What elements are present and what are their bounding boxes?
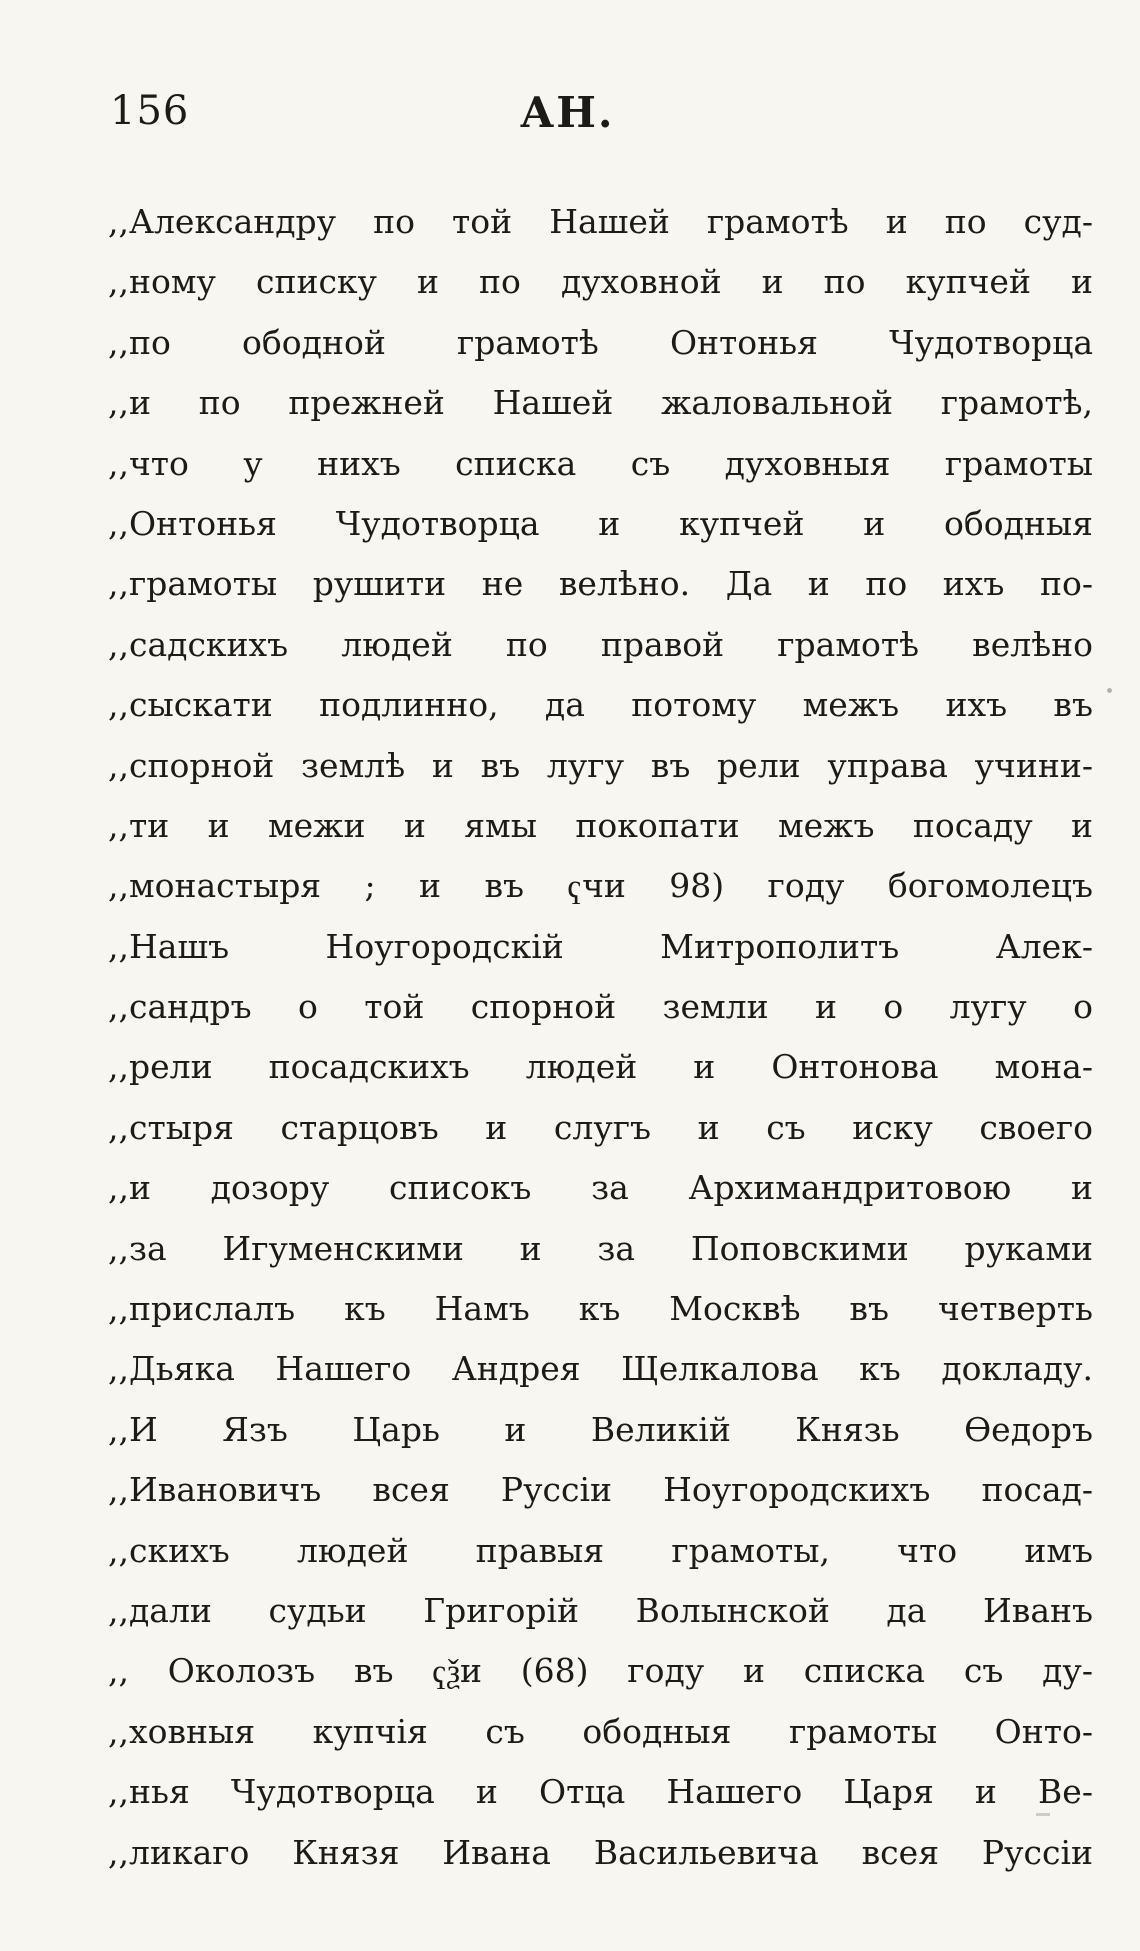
- text-line: ,,сандръ о той спорной земли и о лугу о: [108, 987, 1093, 1027]
- text-line: ,,за Игуменскими и за Поповскими руками: [108, 1228, 1093, 1268]
- text-line: ,,Ивановичъ всея Руссіи Ноугородскихъ посад-: [108, 1470, 1093, 1510]
- text-line: ,,нья Чудотворца и Отца Нашего Царя и Ве-: [108, 1772, 1093, 1812]
- text-line: ,,сыскати подлинно, да потому межъ ихъ въ: [108, 685, 1093, 725]
- text-line: ,,и дозору списокъ за Архимандритовою и: [108, 1168, 1093, 1208]
- text-line: ,,ховныя купчія съ ободныя грамоты Онто-: [108, 1711, 1093, 1751]
- scan-artifact: [1107, 688, 1112, 693]
- page-number: 156: [110, 88, 190, 134]
- page-header: [110, 88, 1090, 148]
- text-line: ,,Дьяка Нашего Андрея Щелкалова къ докладу.: [108, 1349, 1093, 1389]
- text-line: ,,ному списку и по духовной и по купчей и: [108, 262, 1093, 302]
- text-line: ,,садскихъ людей по правой грамотѣ велѣно: [108, 624, 1093, 664]
- text-line: ,,спорной землѣ и въ лугу въ рели управа учини-: [108, 745, 1093, 785]
- scan-artifact: [1036, 1813, 1050, 1816]
- text-line: ,,по ободной грамотѣ Онтонья Чудотворца: [108, 322, 1093, 362]
- text-line: ,,ти и межи и ямы покопати межъ посаду и: [108, 805, 1093, 845]
- text-line: ,, Околозъ въ ҁѯи (68) году и списка съ ду-: [108, 1651, 1093, 1691]
- text-line: ,,рели посадскихъ людей и Онтонова мона-: [108, 1047, 1093, 1087]
- text-line: ,,скихъ людей правыя грамоты, что имъ: [108, 1530, 1093, 1570]
- text-line: ,,ликаго Князя Ивана Васильевича всея Руссіи: [108, 1832, 1093, 1872]
- text-line: ,,что у нихъ списка съ духовныя грамоты: [108, 443, 1093, 483]
- text-line: ,,Нашъ Ноугородскій Митрополитъ Алек-: [108, 926, 1093, 966]
- text-line: ,,прислалъ къ Намъ къ Москвѣ въ четверть: [108, 1289, 1093, 1329]
- body-text: [108, 192, 1093, 1883]
- text-line: ,,дали судьи Григорій Волынской да Иванъ: [108, 1590, 1093, 1630]
- text-line: ,,монастыря ; и въ ҁчи 98) году богомолецъ: [108, 866, 1093, 906]
- text-line: ,,и по прежней Нашей жаловальной грамотѣ,: [108, 383, 1093, 423]
- running-head: АН.: [520, 88, 615, 137]
- text-line: ,,Онтонья Чудотворца и купчей и ободныя: [108, 503, 1093, 543]
- text-line: ,,И Язъ Царь и Великій Князь Ѳедоръ: [108, 1409, 1093, 1449]
- text-line: ,,грамоты рушити не велѣно. Да и по ихъ по-: [108, 564, 1093, 604]
- text-line: ,,Александру по той Нашей грамотѣ и по суд-: [108, 202, 1093, 241]
- text-line: ,,стыря старцовъ и слугъ и съ иску своего: [108, 1107, 1093, 1147]
